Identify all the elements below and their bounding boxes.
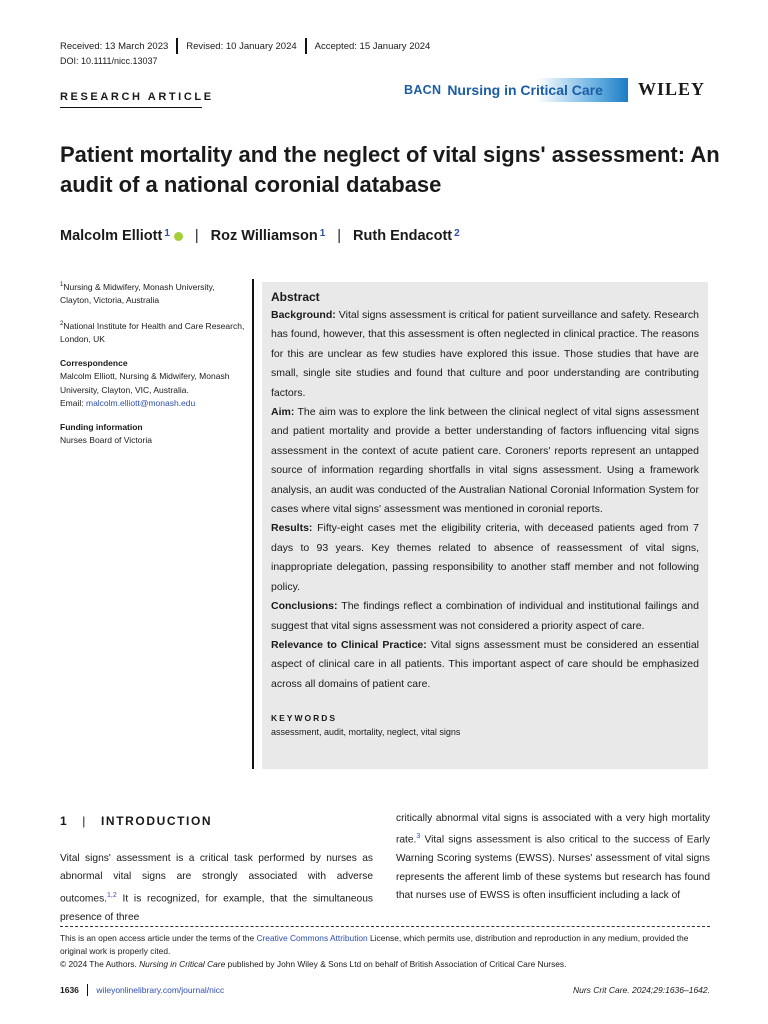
author-separator: | — [194, 228, 199, 244]
divider — [60, 107, 202, 108]
funding — [60, 421, 248, 448]
license-link[interactable]: Creative Commons Attribution — [256, 933, 368, 943]
correspondence: Correspondence Malcolm Elliott, Nursing & Midwifery, Monash University, Clayton, VIC, Australia. Email: malcolm.elliott@monash.edu — [60, 357, 230, 409]
abstract-heading: Abstract — [271, 290, 320, 304]
keywords: assessment, audit, mortality, neglect, vital signs — [271, 727, 461, 738]
column-divider — [252, 279, 254, 769]
author-list — [60, 228, 460, 244]
citation: Nurs Crit Care. 2024;29:1636–1642. — [572, 985, 710, 995]
license-footnote: This is an open access article under the terms of the Creative Commons Attribution License, which permits use, distribution and reproduction in any medium, provided the original work is properly cited. © 2024 The Authors. Nursing in Critical Care published by John Wiley & Sons Ltd on behalf of British Association of Critical Care Nurses. — [60, 933, 689, 969]
abstract-aim: Aim: The aim was to explore the link between the clinical neglect of vital signs assessment and patient mortality and provide a better understanding of factors influencing vital signs assessment in the context of acute patient care. Coroners' reports represent an untapped source of information regarding shortfalls in vital signs assessment. Using a framework analysis, an audit was conducted of the Australian National Coronial Information System for cases where vital signs' assessment was mentioned in coronial reports. — [271, 406, 699, 516]
orcid-icon[interactable] — [174, 232, 183, 241]
abstract-conclusions: Conclusions: The findings reflect a combination of individual and institutional failings and suggest that vital signs assessment was not considered a priority aspect of care. — [271, 600, 699, 632]
correspondence-heading: Correspondence — [60, 357, 128, 368]
author-separator: | — [337, 228, 342, 244]
page-number: 1636 — [60, 985, 79, 995]
article-type: RESEARCH ARTICLE — [60, 91, 214, 103]
abstract-relevance: Relevance to Clinical Practice: Vital signs assessment must be considered an essential aspect of clinical care in all patients. This important aspect of care should be emphasized across all domains of patient care. — [271, 638, 699, 690]
received-date: Received: 13 March 2023 — [60, 40, 169, 52]
correspondence-text: Malcolm Elliott, Nursing & Midwifery, Monash University, Clayton, VIC, Australia. — [60, 371, 230, 395]
funding-text: Nurses Board of Victoria — [60, 435, 152, 446]
divider — [305, 38, 307, 54]
page-footer — [60, 984, 710, 996]
author-name[interactable]: Roz Williamson — [210, 228, 318, 244]
abstract-box — [262, 282, 708, 769]
footnote-divider — [60, 926, 710, 927]
journal-url[interactable]: wileyonlinelibrary.com/journal/nicc — [96, 985, 225, 995]
author-name[interactable]: Malcolm Elliott — [60, 228, 163, 244]
divider — [87, 984, 89, 996]
author-affiliation-ref: 1 — [164, 228, 170, 239]
article-info — [60, 279, 248, 458]
author-affiliation-ref: 2 — [454, 228, 460, 239]
funding-heading: Funding information — [60, 421, 143, 432]
body-column-right: critically abnormal vital signs is associated with a very high mortality rate.$^3$ Vital signs assessment is also critical to the success of Early Warning Scoring systems (EWSS). Nurses' assessment of vital signs represents the afferent limb of these systems but research has found that nurses use of EWSS is often insufficient including a lack of — [396, 813, 710, 902]
citation-ref[interactable]: 3 — [416, 833, 421, 841]
abstract-background: Background: Vital signs assessment is critical for patient surveillance and safety. Research has found, however, that this assessment is often neglected in clinical practice. The reasons for this are unclear as few studies have explored this issue. Those studies that have are small, single site studies and found that culture and poor understanding are contributing factors. — [271, 309, 699, 399]
accepted-date: Accepted: 15 January 2024 — [314, 40, 431, 52]
divider — [176, 38, 178, 54]
publisher-logo[interactable]: WILEY — [638, 79, 706, 99]
doi[interactable]: DOI: 10.1111/nicc.13037 — [60, 56, 158, 66]
body-column-left: Vital signs' assessment is a critical task performed by nurses as abnormal vital signs are strongly associated with adverse outcomes.$^{1,2}$ It is recognized, for example, that the simultaneous presence of three — [60, 853, 373, 923]
revised-date: Revised: 10 January 2024 — [186, 40, 297, 52]
article-title: Patient mortality and the neglect of vital signs' assessment: An audit of a national coronial database — [60, 142, 720, 197]
section-heading: 1 | INTRODUCTION — [60, 814, 213, 828]
email-link[interactable]: malcolm.elliott@monash.edu — [85, 398, 196, 409]
article-dates — [60, 38, 430, 54]
citation-ref[interactable]: 1,2 — [107, 891, 117, 899]
affiliation: $^1$Nursing & Midwifery, Monash University, Clayton, Victoria, Australia — [60, 281, 215, 306]
journal-name: Nursing in Critical Care — [447, 82, 603, 98]
abstract-results: Results: Fifty-eight cases met the eligibility criteria, with deceased patients aged from 7 days to 93 years. Key themes related to absence of reassessment of vital signs, inappropriate delegation, passing responsibility to another staff member and not following policy. — [271, 522, 699, 593]
journal-banner[interactable] — [400, 78, 628, 102]
author-affiliation-ref: 1 — [319, 228, 326, 239]
journal-logo: BACN — [404, 83, 442, 97]
author-name[interactable]: Ruth Endacott — [353, 228, 453, 244]
keywords-heading: KEYWORDS — [271, 713, 338, 724]
affiliation: $^2$National Institute for Health and Care Research, London, UK — [60, 320, 245, 345]
